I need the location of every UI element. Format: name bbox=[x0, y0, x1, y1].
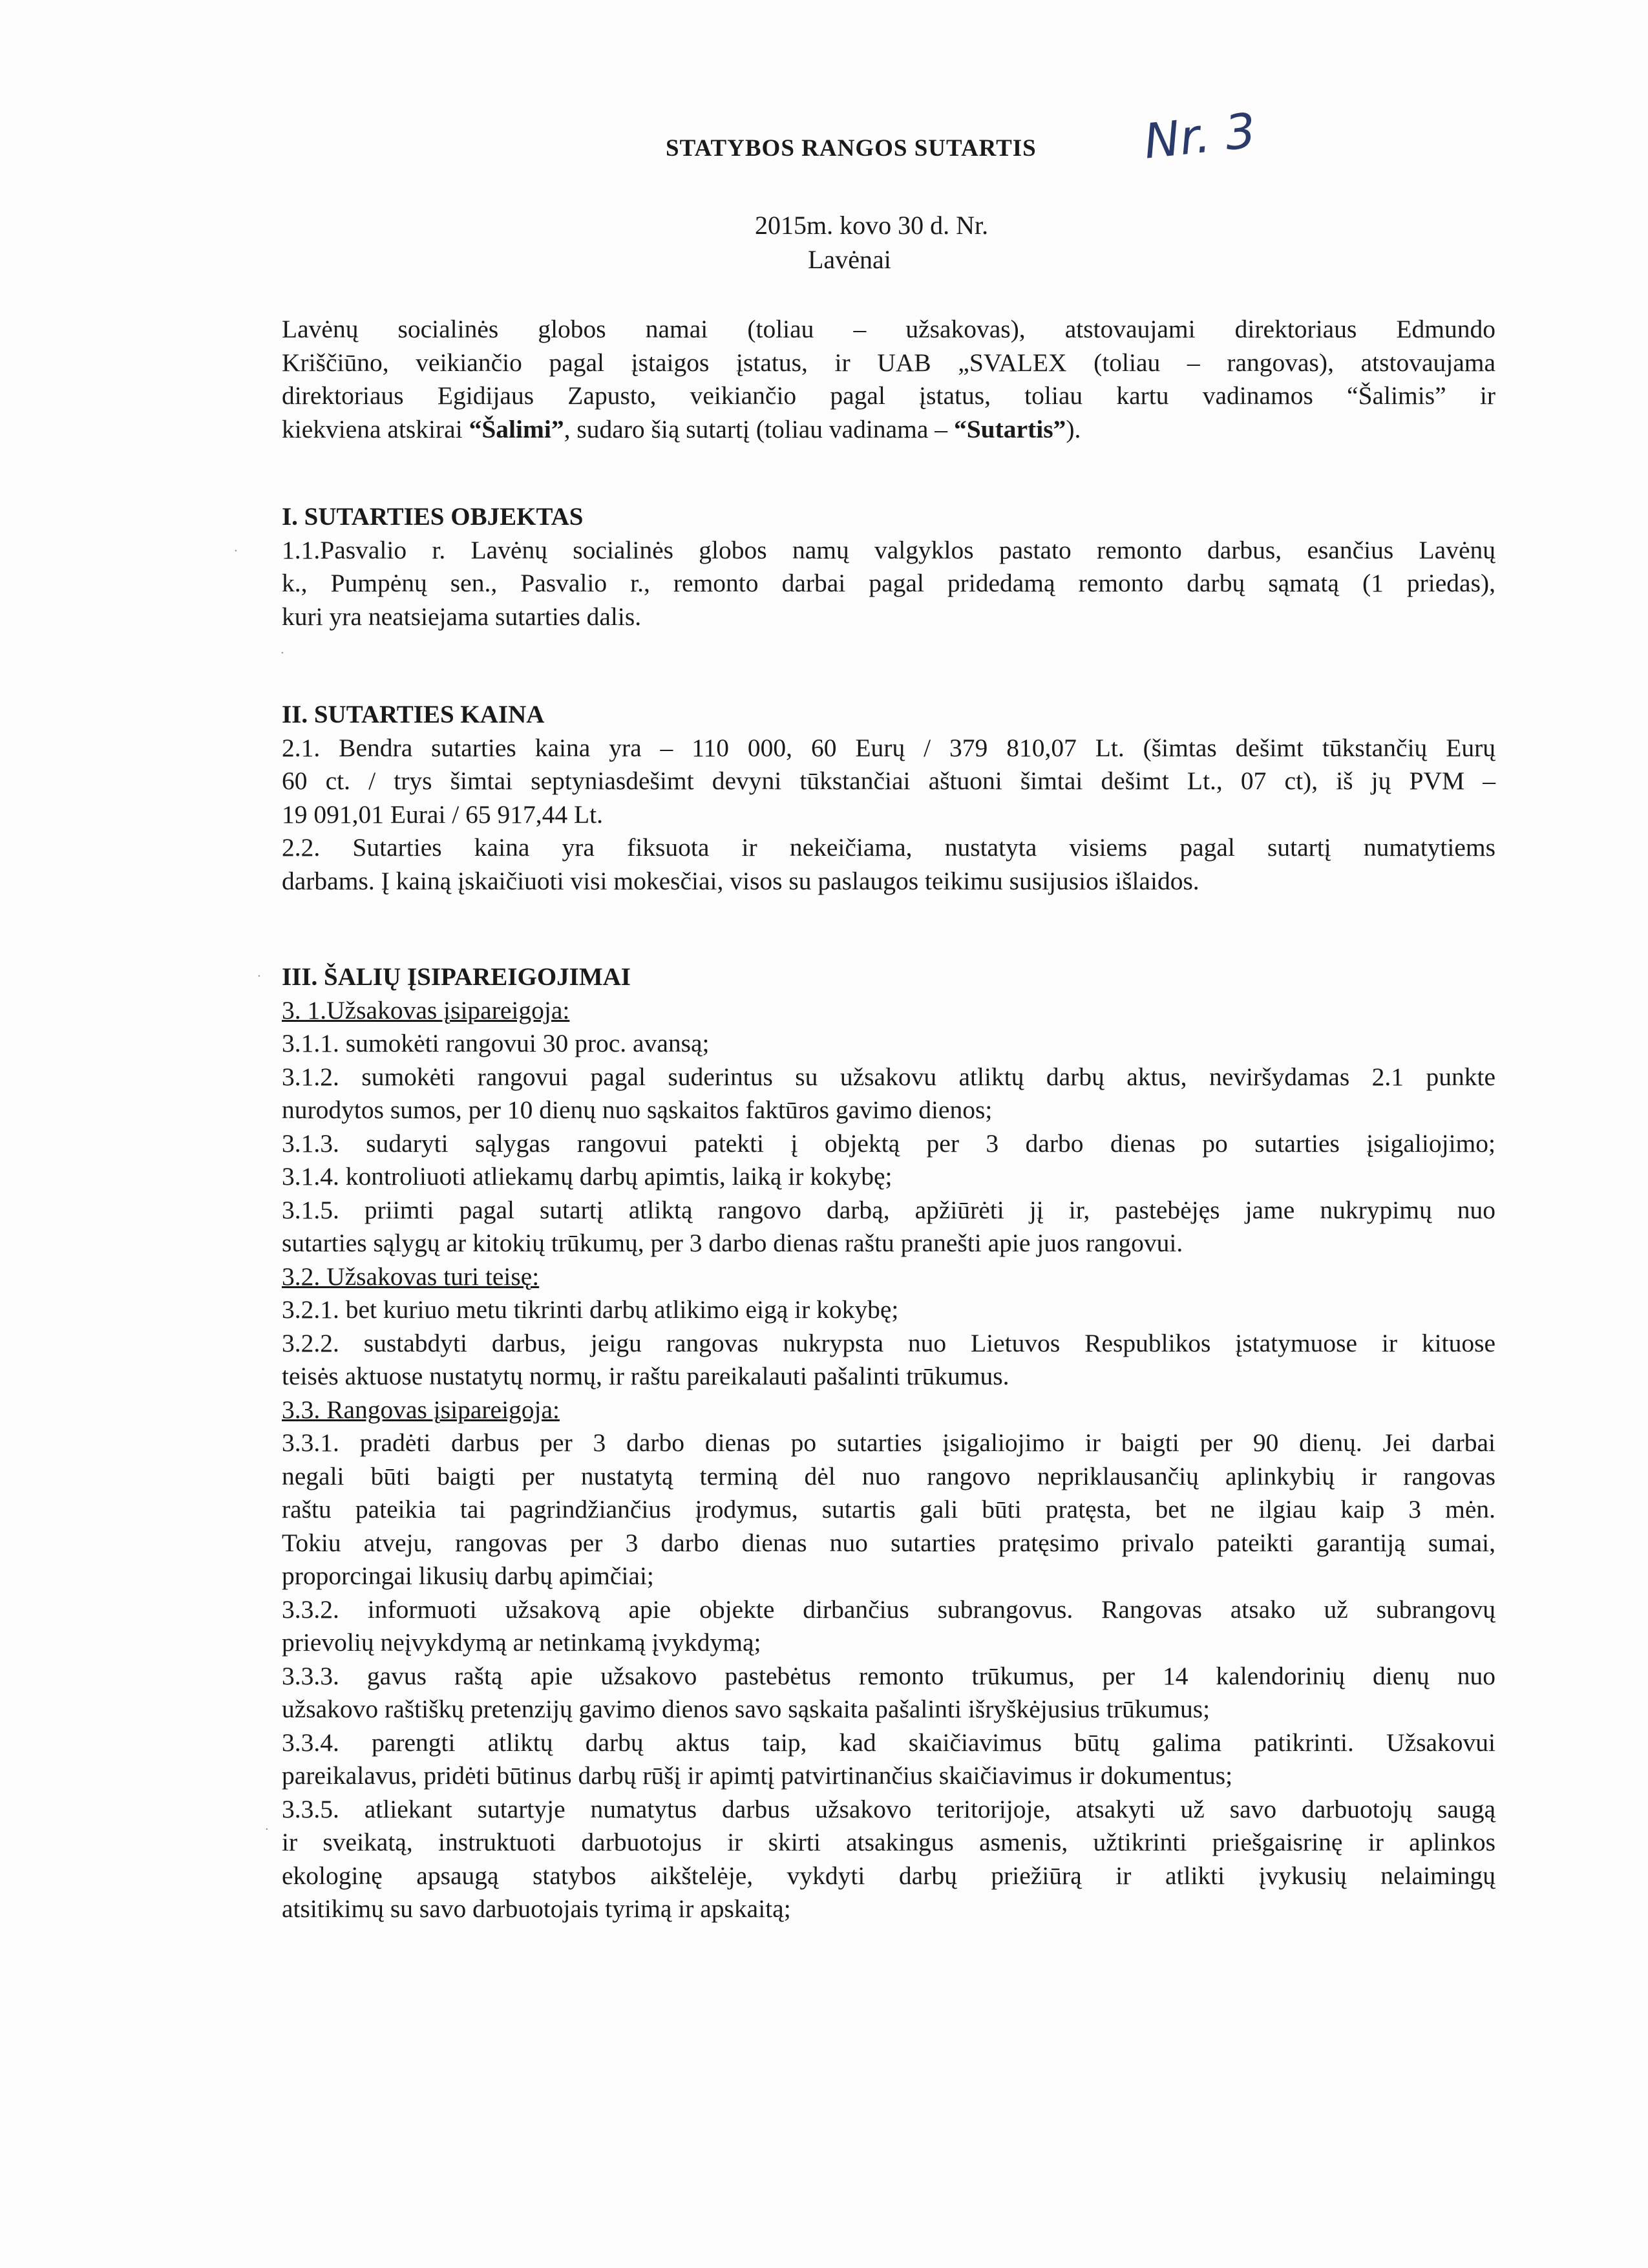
scan-speck: · bbox=[234, 544, 238, 558]
section-line: 19 091,01 Eurai / 65 917,44 Lt. bbox=[282, 800, 603, 829]
section-line: 2.2. Sutarties kaina yra fiksuota ir nekeičiama, nustatyta visiems pagal sutartį numatytiems bbox=[282, 833, 1495, 862]
clause-line: 3.1.5. priimti pagal sutartį atliktą rangovo darbą, apžiūrėti jį ir, pastebėjęs jame nukrypimų nuo bbox=[282, 1195, 1495, 1224]
clause-line: prievolių neįvykdymą ar netinkamą įvykdymą; bbox=[282, 1628, 761, 1657]
section-heading: I. SUTARTIES OBJEKTAS bbox=[282, 503, 584, 531]
intro-line: Kriščiūno, veikiančio pagal įstaigos įstatus, ir UAB „SVALEX (toliau – rangovas), atstovaujama bbox=[282, 348, 1495, 377]
date-line: 2015m. kovo 30 d. Nr. bbox=[755, 211, 989, 240]
section-heading: II. SUTARTIES KAINA bbox=[282, 701, 545, 728]
scan-speck: · bbox=[257, 970, 261, 983]
intro-text: , sudaro šią sutartį (toliau vadinama – bbox=[564, 414, 954, 443]
intro-text: kiekviena atskirai bbox=[282, 414, 469, 443]
clause-line: ir sveikatą, instruktuoti darbuotojus ir skirti atsakingus asmenis, užtikrinti priešgaisrinę ir aplinkos bbox=[282, 1828, 1495, 1856]
clause-line: raštu pateikia tai pagrindžiančius įrodymus, sutartis gali būti pratęsta, bet ne ilgiau kaip 3 mėn. bbox=[282, 1495, 1495, 1523]
section-line: 1.1.Pasvalio r. Lavėnų socialinės globos namų valgyklos pastato remonto darbus, esančius Lavėnų bbox=[282, 535, 1495, 564]
intro-line: Lavėnų socialinės globos namai (toliau – užsakovas), atstovaujami direktoriaus Edmundo bbox=[282, 315, 1495, 343]
section-line: 2.1. Bendra sutarties kaina yra – 110 000, 60 Eurų / 379 810,07 Lt. (šimtas dešimt tūkstančių Eurų bbox=[282, 733, 1495, 762]
clause-line: atsitikimų su savo darbuotojais tyrimą ir apskaitą; bbox=[282, 1894, 791, 1923]
clause-line: 3.2.2. sustabdyti darbus, jeigu rangovas nukrypsta nuo Lietuvos Respublikos įstatymuose ir kituose bbox=[282, 1328, 1495, 1357]
clause-line: 3.1.4. kontroliuoti atliekamų darbų apimtis, laiką ir kokybę; bbox=[282, 1162, 893, 1191]
clause-line: 3.2.1. bet kuriuo metu tikrinti darbų atlikimo eigą ir kokybę; bbox=[282, 1295, 899, 1324]
clause-line: negali būti baigti per nustatytą terminą dėl nuo rangovo nepriklausančių aplinkybių ir rangovas bbox=[282, 1461, 1495, 1490]
clause-line: ekologinę apsaugą statybos aikštelėje, vykdyti darbų priežiūrą ir atlikti įvykusių nelaimingų bbox=[282, 1861, 1495, 1890]
clause-line: 3.3.3. gavus raštą apie užsakovo pastebėtus remonto trūkumus, per 14 kalendorinių dienų nuo bbox=[282, 1661, 1495, 1690]
section-line: darbams. Į kainą įskaičiuoti visi mokesčiai, visos su paslaugos teikimu susijusios išlaidos. bbox=[282, 866, 1199, 895]
clause-line: 3.3.4. parengti atliktų darbų aktus taip, kad skaičiavimus būtų galima patikrinti. Užsakovui bbox=[282, 1728, 1495, 1757]
subsection-heading: 3. 1.Užsakovas įsipareigoja: bbox=[282, 995, 570, 1024]
clause-line: nurodytos sumos, per 10 dienų nuo sąskaitos faktūros gavimo dienos; bbox=[282, 1096, 993, 1124]
intro-line bbox=[282, 413, 1495, 447]
clause-line: 3.3.5. atliekant sutartyje numatytus darbus užsakovo teritorijoje, atsakyti už savo darbuotojų saugą bbox=[282, 1794, 1495, 1823]
clause-line: 3.1.1. sumokėti rangovui 30 proc. avansą; bbox=[282, 1029, 710, 1057]
clause-line: sutarties sąlygų ar kitokių trūkumų, per 3 darbo dienas raštu pranešti apie juos rangovui. bbox=[282, 1229, 1183, 1257]
scan-speck: · bbox=[265, 1823, 269, 1836]
intro-text: ). bbox=[1066, 414, 1081, 443]
section-heading: III. ŠALIŲ ĮSIPAREIGOJIMAI bbox=[282, 963, 631, 991]
handwritten-number: Nr. 3 bbox=[1141, 103, 1259, 170]
clause-line: Tokiu atveju, rangovas per 3 darbo dienas nuo sutarties pratęsimo privalo pateikti garantiją sumai, bbox=[282, 1528, 1495, 1557]
clause-line: teisės aktuose nustatytų normų, ir raštu pareikalauti pašalinti trūkumus. bbox=[282, 1362, 1009, 1390]
subsection-heading: 3.2. Užsakovas turi teisę: bbox=[282, 1262, 540, 1291]
clause-line: pareikalavus, pridėti būtinus darbų rūšį ir apimtį patvirtinančius skaičiavimus ir dokumentus; bbox=[282, 1761, 1233, 1790]
section-3 bbox=[282, 960, 1495, 1926]
section-2 bbox=[282, 698, 1495, 898]
subsection-heading: 3.3. Rangovas įsipareigoja: bbox=[282, 1395, 560, 1424]
intro-line: direktoriaus Egidijaus Zapusto, veikiančio pagal įstatus, toliau kartu vadinamos “Šalimis” ir bbox=[282, 381, 1495, 410]
term-salimi: “Šalimi” bbox=[469, 414, 564, 443]
section-1 bbox=[282, 500, 1495, 633]
section-line: k., Pumpėnų sen., Pasvalio r., remonto darbai pagal pridedamą remonto darbų sąmatą (1 priedas), bbox=[282, 569, 1495, 597]
section-line: kuri yra neatsiejama sutarties dalis. bbox=[282, 602, 642, 631]
scan-speck: · bbox=[280, 646, 284, 660]
clause-line: 3.1.3. sudaryti sąlygas rangovui patekti į objektą per 3 darbo dienas po sutarties įsigaliojimo; bbox=[282, 1129, 1495, 1158]
clause-line: proporcingai likusių darbų apimčiai; bbox=[282, 1562, 654, 1590]
clause-line: 3.1.2. sumokėti rangovui pagal suderintus su užsakovu atliktų darbų aktus, neviršydamas 2.1 punkte bbox=[282, 1062, 1495, 1091]
intro-paragraph bbox=[282, 313, 1495, 446]
clause-line: 3.3.2. informuoti užsakovą apie objekte dirbančius subrangovus. Rangovas atsako už subrangovų bbox=[282, 1595, 1495, 1624]
clause-line: 3.3.1. pradėti darbus per 3 darbo dienas po sutarties įsigaliojimo ir baigti per 90 dienų. Jei darbai bbox=[282, 1428, 1495, 1457]
clause-line: užsakovo raštiškų pretenzijų gavimo dienos savo sąskaita pašalinti išryškėjusius trūkumus; bbox=[282, 1695, 1210, 1723]
section-line: 60 ct. / trys šimtai septyniasdešimt devyni tūkstančiai aštuoni šimtai dešimt Lt., 07 ct), iš jų PVM – bbox=[282, 767, 1495, 795]
place-name: Lavėnai bbox=[808, 245, 891, 274]
term-sutartis: “Sutartis” bbox=[953, 414, 1066, 443]
document-title: STATYBOS RANGOS SUTARTIS bbox=[666, 135, 1037, 162]
